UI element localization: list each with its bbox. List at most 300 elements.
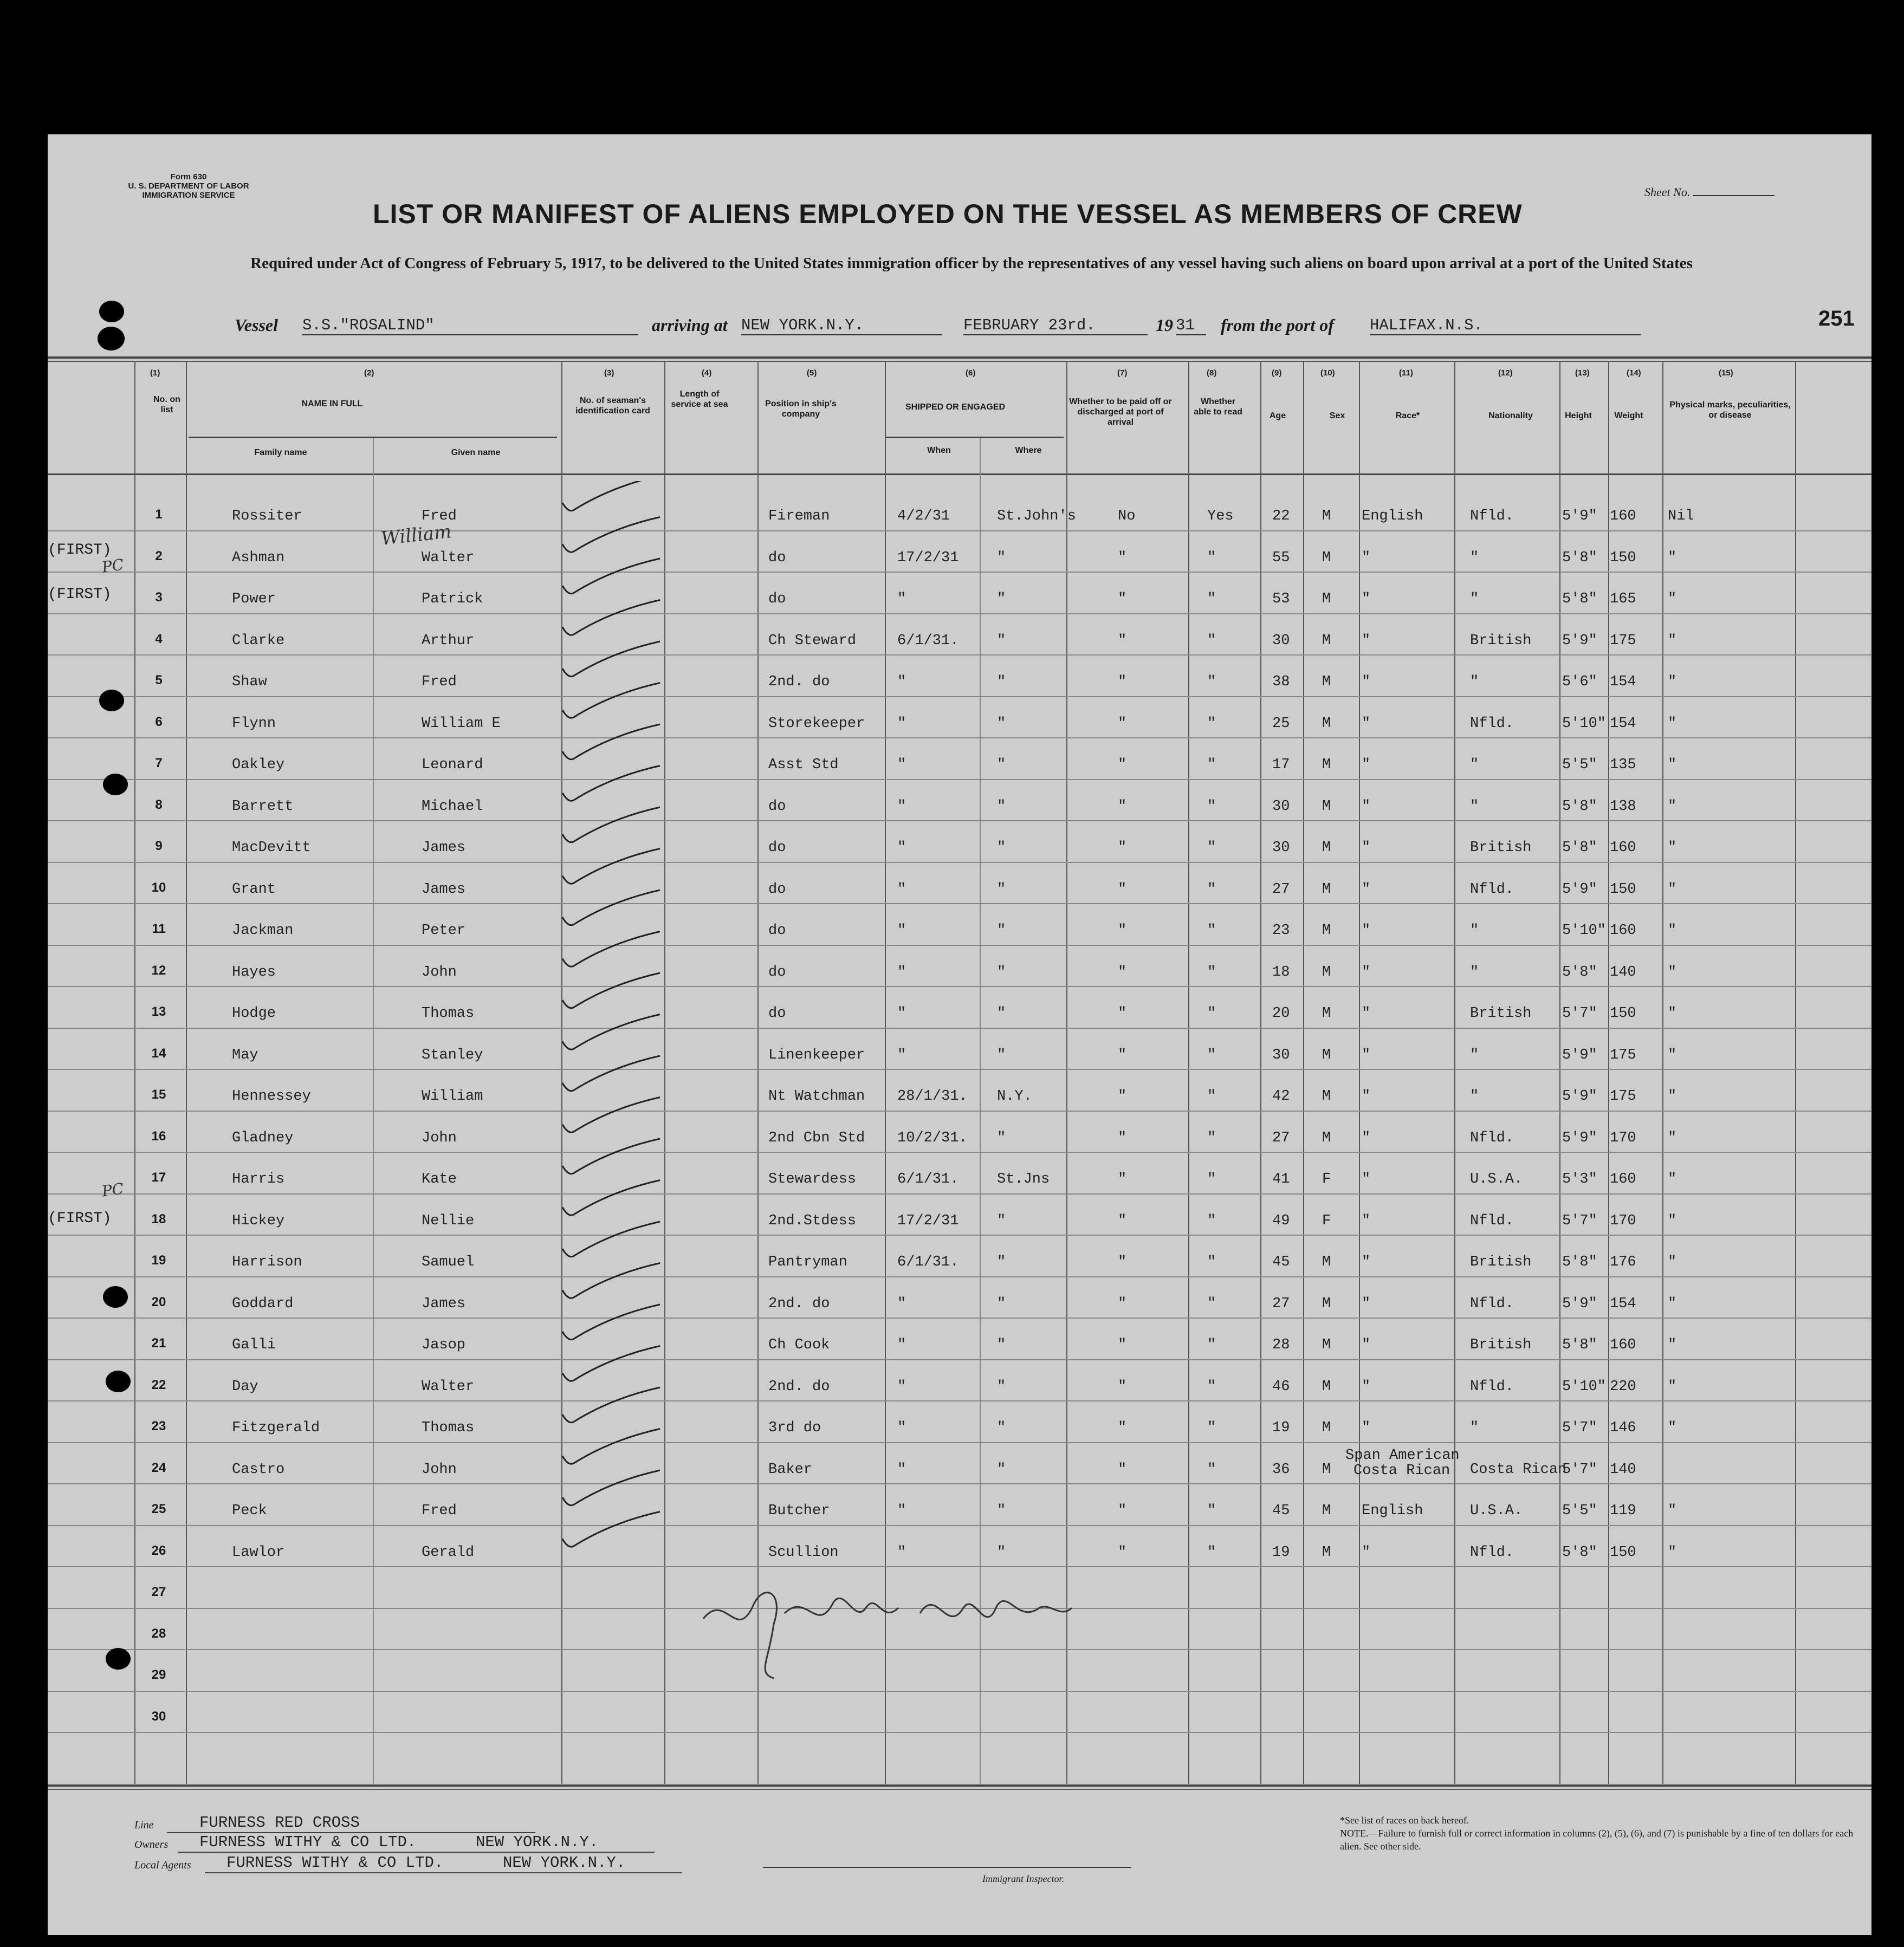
family-name: Grant bbox=[232, 881, 276, 898]
able-to-read: " bbox=[1207, 1254, 1216, 1270]
physical-marks: " bbox=[1668, 1378, 1677, 1395]
checkmark-icon bbox=[562, 517, 660, 553]
family-name: Flynn bbox=[232, 715, 276, 732]
col-position: Position in ship's company bbox=[765, 399, 837, 419]
table-row bbox=[48, 533, 1871, 574]
sex: M bbox=[1322, 1130, 1331, 1146]
row-number: 9 bbox=[155, 839, 163, 853]
family-name: Galli bbox=[232, 1337, 276, 1353]
able-to-read: " bbox=[1207, 1420, 1216, 1436]
position: Pantryman bbox=[768, 1254, 847, 1270]
given-name: James bbox=[422, 1295, 466, 1312]
family-name: Oakley bbox=[232, 757, 285, 773]
table-row bbox=[48, 822, 1871, 864]
paid-off: " bbox=[1118, 1212, 1127, 1229]
sex: M bbox=[1322, 757, 1331, 773]
note-penalty: NOTE.—Failure to furnish full or correct information in columns (2), (5), (6), and (7) is punishable by a fine of ten dollars for each alien. See other side. bbox=[1340, 1828, 1854, 1852]
shipped-where: N.Y. bbox=[997, 1088, 1032, 1105]
table-row bbox=[48, 1444, 1871, 1486]
shipped-where: St.John's bbox=[997, 508, 1076, 524]
table-row bbox=[48, 1403, 1871, 1444]
column-number: (2) bbox=[364, 368, 374, 378]
physical-marks: " bbox=[1668, 757, 1677, 773]
shipped-where: " bbox=[997, 881, 1006, 898]
shipped-when: 28/1/31. bbox=[897, 1088, 968, 1105]
table-row bbox=[48, 1071, 1871, 1113]
position: Asst Std bbox=[768, 757, 839, 773]
sex: M bbox=[1322, 1544, 1331, 1561]
paid-off: " bbox=[1118, 549, 1127, 566]
race: " bbox=[1362, 757, 1371, 773]
col-nationality: Nationality bbox=[1488, 411, 1533, 420]
family-name: Rossiter bbox=[232, 508, 302, 524]
height: 5'6" bbox=[1562, 674, 1597, 690]
height: 5'9" bbox=[1562, 508, 1597, 524]
physical-marks: " bbox=[1668, 881, 1677, 898]
sex: M bbox=[1322, 1005, 1331, 1022]
weight: 170 bbox=[1610, 1212, 1636, 1229]
race: " bbox=[1362, 1005, 1371, 1022]
able-to-read: " bbox=[1207, 591, 1216, 607]
age: 22 bbox=[1272, 508, 1290, 524]
able-to-read: " bbox=[1207, 1295, 1216, 1312]
age: 36 bbox=[1272, 1461, 1290, 1478]
weight: 175 bbox=[1610, 1088, 1636, 1105]
height: 5'8" bbox=[1562, 1337, 1597, 1353]
given-name: John bbox=[422, 1461, 457, 1478]
row-number: 8 bbox=[155, 797, 163, 812]
weight: 160 bbox=[1610, 508, 1636, 524]
owners-value: FURNESS WITHY & CO LTD. bbox=[199, 1833, 417, 1851]
age: 41 bbox=[1272, 1171, 1290, 1187]
checkmark-icon bbox=[562, 1139, 660, 1174]
shipped-where: " bbox=[997, 1337, 1006, 1353]
page-subtitle: Required under Act of Congress of February 5, 1917, to be delivered to the United States immigration officer by the representatives of any vessel having such aliens on board upon arrival at a port of the United States bbox=[250, 255, 1693, 272]
weight: 160 bbox=[1610, 1337, 1636, 1353]
row-number: 2 bbox=[155, 548, 163, 563]
shipped-where: " bbox=[997, 757, 1006, 773]
column-number: (4) bbox=[702, 368, 712, 378]
physical-marks: " bbox=[1668, 1088, 1677, 1105]
height: 5'7" bbox=[1562, 1420, 1597, 1436]
checkmark-icon bbox=[562, 1180, 660, 1216]
height: 5'9" bbox=[1562, 1047, 1597, 1063]
shipped-where: " bbox=[997, 1503, 1006, 1519]
weight: 119 bbox=[1610, 1503, 1636, 1519]
punch-hole bbox=[106, 1371, 131, 1392]
weight: 140 bbox=[1610, 1461, 1636, 1478]
family-name: Lawlor bbox=[232, 1544, 285, 1561]
physical-marks: " bbox=[1668, 1212, 1677, 1229]
paid-off: " bbox=[1118, 591, 1127, 607]
age: 30 bbox=[1272, 1047, 1290, 1063]
row-number: 25 bbox=[151, 1502, 166, 1516]
shipped-when: 4/2/31 bbox=[897, 508, 950, 524]
able-to-read: " bbox=[1207, 1005, 1216, 1022]
row-number: 11 bbox=[152, 921, 166, 936]
race: " bbox=[1362, 798, 1371, 815]
given-name: Kate bbox=[422, 1171, 457, 1187]
height: 5'5" bbox=[1562, 1503, 1597, 1519]
first-annotation-2: (FIRST) bbox=[48, 586, 112, 603]
height: 5'7" bbox=[1562, 1212, 1597, 1229]
race: " bbox=[1362, 632, 1371, 649]
race: English bbox=[1362, 1503, 1423, 1519]
shipped-when: " bbox=[897, 757, 906, 773]
checkmark-icon bbox=[562, 1387, 660, 1423]
owners-city: NEW YORK.N.Y. bbox=[476, 1833, 599, 1851]
shipped-when: 6/1/31. bbox=[897, 1254, 959, 1270]
form-number: Form 630 bbox=[170, 172, 207, 181]
page-title: LIST OR MANIFEST OF ALIENS EMPLOYED ON THE VESSEL AS MEMBERS OF CREW bbox=[373, 199, 1523, 229]
position: Linenkeeper bbox=[768, 1047, 865, 1063]
age: 20 bbox=[1272, 1005, 1290, 1022]
height: 5'9" bbox=[1562, 1130, 1597, 1146]
pc-annotation-2: PC bbox=[100, 1179, 125, 1200]
race: " bbox=[1362, 1544, 1371, 1561]
age: 42 bbox=[1272, 1088, 1290, 1105]
col-paid-off: Whether to be paid off or discharged at port of arrival bbox=[1069, 397, 1172, 427]
shipped-where: " bbox=[997, 1461, 1006, 1478]
col-weight: Weight bbox=[1614, 411, 1643, 420]
table-row bbox=[48, 947, 1871, 989]
nationality: " bbox=[1470, 591, 1479, 607]
position: do bbox=[768, 591, 786, 607]
weight: 150 bbox=[1610, 881, 1636, 898]
able-to-read: Yes bbox=[1207, 508, 1234, 524]
physical-marks: " bbox=[1668, 964, 1677, 981]
col-race: Race* bbox=[1395, 411, 1420, 420]
family-name: Hodge bbox=[232, 1005, 276, 1022]
physical-marks: " bbox=[1668, 591, 1677, 607]
family-name: May bbox=[232, 1047, 258, 1063]
nationality: " bbox=[1470, 674, 1479, 690]
able-to-read: " bbox=[1207, 1130, 1216, 1146]
given-name: Leonard bbox=[422, 757, 483, 773]
physical-marks: " bbox=[1668, 1295, 1677, 1312]
weight: 154 bbox=[1610, 1295, 1636, 1312]
line-value: FURNESS RED CROSS bbox=[199, 1814, 360, 1832]
row-number: 13 bbox=[151, 1004, 166, 1019]
weight: 135 bbox=[1610, 757, 1636, 773]
race-secondary: Costa Rican bbox=[1353, 1462, 1450, 1479]
sex: M bbox=[1322, 1420, 1331, 1436]
paid-off: " bbox=[1118, 757, 1127, 773]
age: 23 bbox=[1272, 923, 1290, 939]
table-row bbox=[48, 1113, 1871, 1154]
inspector-label: Immigrant Inspector. bbox=[982, 1873, 1064, 1884]
race: " bbox=[1362, 840, 1371, 856]
physical-marks: Nil bbox=[1668, 508, 1694, 524]
row-number: 16 bbox=[151, 1128, 166, 1144]
physical-marks: " bbox=[1668, 1171, 1677, 1187]
position: 2nd.Stdess bbox=[768, 1212, 857, 1229]
checkmark-icon bbox=[562, 724, 660, 760]
height: 5'8" bbox=[1562, 549, 1597, 566]
height: 5'8" bbox=[1562, 1544, 1597, 1561]
row-number: 27 bbox=[151, 1585, 166, 1599]
checkmark-icon bbox=[562, 973, 660, 1008]
col-height: Height bbox=[1565, 411, 1592, 420]
race: " bbox=[1362, 715, 1371, 732]
handwritten-william: William bbox=[380, 521, 453, 550]
given-name: Jasop bbox=[422, 1337, 466, 1353]
nationality: British bbox=[1470, 1254, 1532, 1270]
sex: M bbox=[1322, 1461, 1331, 1478]
age: 46 bbox=[1272, 1378, 1290, 1395]
shipped-when: " bbox=[897, 1420, 906, 1436]
given-name: Fred bbox=[422, 1503, 457, 1519]
weight: 160 bbox=[1610, 1171, 1636, 1187]
physical-marks: " bbox=[1668, 632, 1677, 649]
shipped-when: " bbox=[897, 1337, 906, 1353]
table-row bbox=[48, 1154, 1871, 1196]
col-read: Whether able to read bbox=[1194, 397, 1242, 417]
able-to-read: " bbox=[1207, 1544, 1216, 1561]
height: 5'7" bbox=[1562, 1461, 1597, 1478]
height: 5'8" bbox=[1562, 964, 1597, 981]
manifest-sheet bbox=[48, 134, 1871, 1935]
shipped-where: " bbox=[997, 632, 1006, 649]
checkmark-icon bbox=[562, 766, 660, 801]
race: " bbox=[1362, 964, 1371, 981]
shipped-when: " bbox=[897, 964, 906, 981]
punch-hole bbox=[103, 774, 128, 795]
table-row bbox=[48, 491, 1871, 533]
shipped-where: " bbox=[997, 798, 1006, 815]
weight: 154 bbox=[1610, 715, 1636, 732]
sex: M bbox=[1322, 1254, 1331, 1270]
sex: M bbox=[1322, 1088, 1331, 1105]
punch-hole bbox=[99, 690, 124, 711]
table-row bbox=[48, 864, 1871, 906]
shipped-where: " bbox=[997, 549, 1006, 566]
arriving-port: NEW YORK.N.Y. bbox=[741, 316, 942, 335]
shipped-when: " bbox=[897, 840, 906, 856]
paid-off: " bbox=[1118, 798, 1127, 815]
position: do bbox=[768, 1005, 786, 1022]
race: " bbox=[1362, 549, 1371, 566]
given-name: Samuel bbox=[422, 1254, 475, 1270]
family-name: Fitzgerald bbox=[232, 1420, 320, 1436]
paid-off: " bbox=[1118, 1420, 1127, 1436]
position: 2nd. do bbox=[768, 674, 830, 690]
height: 5'10" bbox=[1562, 1378, 1607, 1395]
nationality: " bbox=[1470, 798, 1479, 815]
given-name: Patrick bbox=[422, 591, 483, 607]
column-number: (1) bbox=[150, 368, 160, 378]
checkmark-icon bbox=[562, 481, 660, 511]
able-to-read: " bbox=[1207, 1378, 1216, 1395]
height: 5'3" bbox=[1562, 1171, 1597, 1187]
arriving-label: arriving at bbox=[652, 315, 728, 335]
column-number: (6) bbox=[966, 368, 976, 378]
family-name: MacDevitt bbox=[232, 840, 311, 856]
weight: 220 bbox=[1610, 1378, 1636, 1395]
page-number: 251 bbox=[1818, 307, 1855, 330]
family-name: Harrison bbox=[232, 1254, 302, 1270]
weight: 146 bbox=[1610, 1420, 1636, 1436]
physical-marks: " bbox=[1668, 1047, 1677, 1063]
checkmark-icon bbox=[562, 1470, 660, 1505]
nationality: " bbox=[1470, 964, 1479, 981]
row-number: 29 bbox=[151, 1667, 166, 1682]
nationality: British bbox=[1470, 840, 1532, 856]
col-shipped: SHIPPED OR ENGAGED bbox=[905, 403, 1006, 412]
age: 25 bbox=[1272, 715, 1290, 732]
paid-off: " bbox=[1118, 881, 1127, 898]
given-name: Peter bbox=[422, 923, 466, 939]
weight: 150 bbox=[1610, 1544, 1636, 1561]
column-number: (8) bbox=[1207, 368, 1217, 378]
shipped-when: " bbox=[897, 1503, 906, 1519]
weight: 176 bbox=[1610, 1254, 1636, 1270]
row-number: 23 bbox=[151, 1419, 166, 1433]
able-to-read: " bbox=[1207, 798, 1216, 815]
paid-off: " bbox=[1118, 1254, 1127, 1270]
service: IMMIGRATION SERVICE bbox=[142, 191, 235, 200]
row-number: 7 bbox=[155, 756, 163, 770]
checkmark-icon bbox=[562, 1263, 660, 1299]
sex: M bbox=[1322, 591, 1331, 607]
position: Butcher bbox=[768, 1503, 830, 1519]
sex: M bbox=[1322, 632, 1331, 649]
physical-marks: " bbox=[1668, 840, 1677, 856]
family-name: Shaw bbox=[232, 674, 267, 690]
table-row bbox=[48, 1237, 1871, 1278]
shipped-where: " bbox=[997, 1378, 1006, 1395]
sex: M bbox=[1322, 1503, 1331, 1519]
table-row bbox=[48, 1485, 1871, 1527]
given-name: William bbox=[422, 1088, 483, 1105]
family-name: Barrett bbox=[232, 798, 294, 815]
shipped-where: " bbox=[997, 1005, 1006, 1022]
sex: M bbox=[1322, 881, 1331, 898]
shipped-where: " bbox=[997, 1130, 1006, 1146]
checkmark-icon bbox=[562, 932, 660, 967]
checkmark-icon bbox=[562, 1015, 660, 1050]
race: " bbox=[1362, 1088, 1371, 1105]
row-number: 10 bbox=[151, 880, 166, 895]
physical-marks: " bbox=[1668, 715, 1677, 732]
signature-icon bbox=[692, 1543, 1083, 1684]
given-name: Michael bbox=[422, 798, 483, 815]
shipped-where: " bbox=[997, 715, 1006, 732]
from-label: from the port of bbox=[1221, 315, 1334, 335]
column-number: (15) bbox=[1719, 368, 1733, 378]
nationality: Nfld. bbox=[1470, 1212, 1514, 1229]
height: 5'9" bbox=[1562, 632, 1597, 649]
physical-marks: " bbox=[1668, 798, 1677, 815]
nationality: British bbox=[1470, 1337, 1532, 1353]
family-name: Day bbox=[232, 1378, 258, 1395]
family-name: Goddard bbox=[232, 1295, 294, 1312]
position: Scullion bbox=[768, 1544, 839, 1561]
family-name: Peck bbox=[232, 1503, 267, 1519]
row-number: 5 bbox=[155, 673, 163, 687]
position: do bbox=[768, 964, 786, 981]
sex: M bbox=[1322, 923, 1331, 939]
family-name: Ashman bbox=[232, 549, 285, 566]
paid-off: " bbox=[1118, 1503, 1127, 1519]
physical-marks: " bbox=[1668, 674, 1677, 690]
col-no-on-list: No. on list bbox=[153, 395, 180, 414]
row-number: 1 bbox=[155, 507, 163, 522]
table-row bbox=[48, 739, 1871, 781]
table-row bbox=[48, 1361, 1871, 1403]
position: 3rd do bbox=[768, 1420, 821, 1436]
nationality: " bbox=[1470, 549, 1479, 566]
paid-off: " bbox=[1118, 923, 1127, 939]
row-number: 28 bbox=[151, 1626, 166, 1641]
shipped-where: St.Jns bbox=[997, 1171, 1050, 1187]
shipped-where: " bbox=[997, 1254, 1006, 1270]
agents-value: FURNESS WITHY & CO LTD. bbox=[226, 1854, 444, 1872]
checkmark-icon bbox=[562, 1346, 660, 1381]
agents-label: Local Agents bbox=[134, 1859, 191, 1871]
col-name-in-full: NAME IN FULL bbox=[301, 399, 363, 408]
row-number: 3 bbox=[155, 590, 163, 605]
able-to-read: " bbox=[1207, 1503, 1216, 1519]
shipped-when: " bbox=[897, 1005, 906, 1022]
position: do bbox=[768, 881, 786, 898]
height: 5'9" bbox=[1562, 1088, 1597, 1105]
checkmark-icon bbox=[562, 1305, 660, 1340]
table-row bbox=[48, 988, 1871, 1030]
paid-off: " bbox=[1118, 1337, 1127, 1353]
footer-notes bbox=[1340, 1814, 1860, 1853]
col-when: When bbox=[927, 446, 951, 455]
shipped-when: " bbox=[897, 798, 906, 815]
nationality: Nfld. bbox=[1470, 1295, 1514, 1312]
shipped-when: " bbox=[897, 1544, 906, 1561]
column-number: (7) bbox=[1117, 368, 1128, 378]
age: 18 bbox=[1272, 964, 1290, 981]
weight: 150 bbox=[1610, 1005, 1636, 1022]
nationality: Nfld. bbox=[1470, 1378, 1514, 1395]
able-to-read: " bbox=[1207, 757, 1216, 773]
weight: 170 bbox=[1610, 1130, 1636, 1146]
age: 38 bbox=[1272, 674, 1290, 690]
checkmark-icon bbox=[562, 890, 660, 925]
year-prefix: 19 bbox=[1156, 315, 1173, 335]
race: " bbox=[1362, 1130, 1371, 1146]
shipped-when: " bbox=[897, 591, 906, 607]
race: " bbox=[1362, 674, 1371, 690]
first-annotation-1: (FIRST) bbox=[48, 542, 112, 559]
paid-off: " bbox=[1118, 715, 1127, 732]
age: 27 bbox=[1272, 881, 1290, 898]
age: 19 bbox=[1272, 1544, 1290, 1561]
paid-off: " bbox=[1118, 964, 1127, 981]
family-name: Harris bbox=[232, 1171, 285, 1187]
sex: M bbox=[1322, 964, 1331, 981]
column-number: (5) bbox=[807, 368, 817, 378]
given-name: Nellie bbox=[422, 1212, 475, 1229]
vessel-name: S.S."ROSALIND" bbox=[302, 316, 638, 335]
race: " bbox=[1362, 1378, 1371, 1395]
given-name: Thomas bbox=[422, 1420, 475, 1436]
checkmark-icon bbox=[562, 641, 660, 677]
punch-hole bbox=[106, 1648, 131, 1670]
table-row bbox=[48, 1196, 1871, 1237]
given-name: Stanley bbox=[422, 1047, 483, 1063]
position: do bbox=[768, 798, 786, 815]
sheet-no bbox=[1644, 185, 1775, 199]
given-name: John bbox=[422, 1130, 457, 1146]
weight: 160 bbox=[1610, 923, 1636, 939]
sex: M bbox=[1322, 549, 1331, 566]
